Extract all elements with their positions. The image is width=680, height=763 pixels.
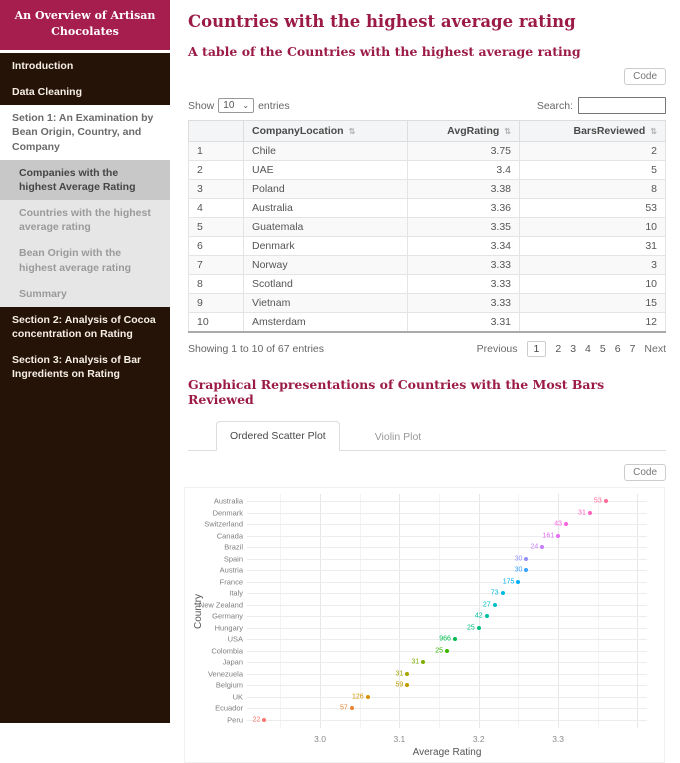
y-axis-title: Country bbox=[193, 593, 204, 629]
gridline bbox=[247, 616, 647, 617]
y-tick-label: Peru bbox=[227, 715, 243, 725]
data-point bbox=[564, 522, 568, 526]
table-row bbox=[189, 161, 666, 180]
countries-table bbox=[188, 120, 666, 333]
page-number-4[interactable]: 4 bbox=[585, 343, 591, 355]
data-point bbox=[445, 649, 449, 653]
table-row bbox=[189, 142, 666, 161]
search-control bbox=[537, 97, 666, 114]
entries-label: entries bbox=[258, 99, 290, 112]
table-cell: 3.34 bbox=[408, 237, 520, 256]
table-cell: 3.33 bbox=[408, 275, 520, 294]
main-content bbox=[170, 0, 680, 758]
page-number-7[interactable]: 7 bbox=[629, 343, 636, 355]
table-cell: 3.33 bbox=[408, 256, 520, 275]
code-button-table[interactable]: Code bbox=[624, 68, 666, 85]
table-cell: 3.33 bbox=[408, 294, 520, 313]
tab-bar bbox=[188, 421, 666, 451]
sidebar-item[interactable]: Companies with the highest Average Rating bbox=[0, 160, 170, 200]
data-point-label: 31 bbox=[578, 509, 586, 517]
table-row bbox=[189, 313, 666, 333]
data-point-label: 27 bbox=[482, 601, 491, 609]
table-cell: 3 bbox=[520, 256, 666, 275]
y-tick-label: Ecuador bbox=[215, 703, 243, 713]
sidebar-item[interactable]: Countries with the highest average rating bbox=[0, 200, 170, 240]
y-tick-label: Switzerland bbox=[204, 519, 243, 529]
table-footer bbox=[188, 341, 666, 357]
table-cell: Norway bbox=[244, 256, 408, 275]
data-point bbox=[262, 718, 266, 722]
sidebar-item[interactable]: Bean Origin with the highest average rating bbox=[0, 240, 170, 280]
tab-violin-plot[interactable]: Violin Plot bbox=[374, 431, 422, 443]
data-point bbox=[604, 499, 608, 503]
table-cell: Guatemala bbox=[244, 218, 408, 237]
x-tick-label: 3.2 bbox=[472, 734, 485, 744]
table-cell: 5 bbox=[520, 161, 666, 180]
data-point bbox=[524, 557, 528, 561]
gridline bbox=[247, 708, 647, 709]
search-label: Search: bbox=[536, 99, 573, 112]
gridline bbox=[247, 593, 647, 594]
table-row bbox=[189, 237, 666, 256]
table-row bbox=[189, 294, 666, 313]
table-cell: Vietnam bbox=[244, 294, 408, 313]
x-tick-label: 3.1 bbox=[393, 734, 406, 744]
page-number-3[interactable]: 3 bbox=[570, 343, 577, 355]
data-point bbox=[556, 534, 560, 538]
sort-icon: ⇅ bbox=[650, 126, 657, 136]
sort-icon: ⇅ bbox=[504, 126, 511, 136]
gridline bbox=[247, 628, 647, 629]
y-tick-label: USA bbox=[227, 634, 243, 644]
chart-section-title: Graphical Representations of Countries with the Most Bars Reviewed bbox=[188, 377, 605, 407]
sidebar-item[interactable]: Section 2: Analysis of Cocoa concentration on Rating bbox=[12, 313, 156, 341]
tab-ordered-scatter-plot[interactable]: Ordered Scatter Plot bbox=[216, 421, 340, 451]
page-length-control bbox=[188, 98, 290, 113]
table-cell: 3.38 bbox=[408, 180, 520, 199]
gridline bbox=[247, 547, 647, 548]
gridline bbox=[247, 570, 647, 571]
column-header[interactable] bbox=[189, 121, 244, 142]
data-point bbox=[501, 591, 505, 595]
sidebar-title: An Overview of Artisan Chocolates bbox=[0, 0, 170, 53]
sidebar-item[interactable]: Data Cleaning bbox=[12, 86, 83, 99]
show-label: Show bbox=[188, 99, 215, 112]
page-length-select[interactable] bbox=[218, 98, 254, 113]
data-point-label: 31 bbox=[411, 658, 420, 666]
data-point-label: 30 bbox=[514, 566, 523, 574]
table-cell: UAE bbox=[244, 161, 408, 180]
column-header[interactable] bbox=[244, 121, 408, 142]
gridline bbox=[247, 501, 647, 502]
page-number-5[interactable]: 5 bbox=[599, 343, 606, 355]
search-input[interactable] bbox=[578, 97, 666, 114]
data-point bbox=[477, 626, 481, 630]
data-point bbox=[540, 545, 544, 549]
pagination bbox=[477, 341, 666, 357]
page-number-6[interactable]: 6 bbox=[614, 343, 621, 355]
table-cell: 2 bbox=[189, 161, 244, 180]
x-tick-label: 3.3 bbox=[552, 734, 565, 744]
table-cell: 10 bbox=[520, 275, 666, 294]
table-cell: 12 bbox=[520, 313, 666, 333]
data-point bbox=[588, 511, 592, 515]
table-cell: 31 bbox=[520, 237, 666, 256]
chevron-down-icon: ⌄ bbox=[242, 101, 250, 110]
ordered-scatter-plot bbox=[184, 487, 665, 763]
table-cell: 9 bbox=[189, 294, 244, 313]
page-number-1[interactable]: 1 bbox=[527, 341, 547, 357]
data-point-label: 59 bbox=[395, 681, 404, 689]
y-tick-label: Germany bbox=[212, 611, 243, 621]
table-section-title: A table of the Countries with the highest average rating bbox=[188, 44, 581, 59]
y-tick-label: Spain bbox=[223, 554, 243, 564]
table-cell: 8 bbox=[520, 180, 666, 199]
gridline bbox=[637, 494, 638, 728]
data-point-label: 73 bbox=[490, 589, 499, 597]
table-row bbox=[189, 218, 666, 237]
previous-page-button[interactable]: Previous bbox=[476, 343, 518, 355]
table-cell: 3.31 bbox=[408, 313, 520, 333]
table-cell: 10 bbox=[520, 218, 666, 237]
data-point-label: 30 bbox=[514, 555, 523, 563]
table-cell: 6 bbox=[189, 237, 244, 256]
code-button-chart[interactable]: Code bbox=[624, 464, 666, 481]
y-tick-label: Australia bbox=[213, 496, 243, 506]
table-cell: 53 bbox=[520, 199, 666, 218]
y-tick-label: Canada bbox=[216, 531, 243, 541]
next-page-button[interactable]: Next bbox=[644, 343, 666, 355]
data-point-label: 126 bbox=[351, 693, 364, 701]
gridline bbox=[247, 674, 647, 675]
table-cell: Denmark bbox=[244, 237, 408, 256]
data-point bbox=[421, 660, 425, 664]
data-point-label: 53 bbox=[593, 497, 602, 505]
y-tick-label: Austria bbox=[219, 565, 243, 575]
data-point bbox=[493, 603, 497, 607]
data-point-label: 31 bbox=[395, 670, 404, 678]
data-point-label: 24 bbox=[530, 543, 539, 551]
data-point bbox=[366, 695, 370, 699]
gridline bbox=[247, 582, 647, 583]
data-point-label: 161 bbox=[542, 532, 555, 540]
y-tick-label: Belgium bbox=[215, 680, 243, 690]
data-point bbox=[524, 568, 528, 572]
y-tick-label: New Zealand bbox=[198, 600, 243, 610]
table-row bbox=[189, 256, 666, 275]
gridline bbox=[247, 536, 647, 537]
gridline bbox=[247, 662, 647, 663]
x-axis-title: Average Rating bbox=[412, 747, 482, 758]
table-cell: Amsterdam bbox=[244, 313, 408, 333]
data-point-label: 57 bbox=[339, 704, 348, 712]
table-cell: 8 bbox=[189, 275, 244, 294]
sidebar bbox=[0, 0, 170, 723]
data-point-label: 175 bbox=[502, 578, 515, 586]
gridline bbox=[247, 720, 647, 721]
column-label: BarsReviewed bbox=[573, 125, 646, 137]
gridline bbox=[399, 494, 400, 728]
data-point bbox=[350, 706, 354, 710]
y-tick-label: Japan bbox=[222, 657, 243, 667]
data-point bbox=[405, 683, 409, 687]
data-point bbox=[485, 614, 489, 618]
gridline bbox=[320, 494, 321, 728]
table-cell: 2 bbox=[520, 142, 666, 161]
column-header[interactable] bbox=[408, 121, 520, 142]
data-point bbox=[516, 580, 520, 584]
table-cell: 3.75 bbox=[408, 142, 520, 161]
y-tick-label: Italy bbox=[229, 588, 243, 598]
table-cell: 15 bbox=[520, 294, 666, 313]
gridline bbox=[598, 494, 599, 728]
sort-icon: ⇅ bbox=[348, 126, 356, 136]
table-cell: 3.36 bbox=[408, 199, 520, 218]
data-point-label: 25 bbox=[466, 624, 475, 632]
table-cell: 1 bbox=[189, 142, 244, 161]
page-title: Countries with the highest average rating bbox=[188, 12, 576, 31]
data-point-label: 22 bbox=[252, 716, 261, 724]
column-label: CompanyLocation bbox=[252, 125, 344, 137]
table-info: Showing 1 to 10 of 67 entries bbox=[188, 343, 325, 355]
table-cell: 10 bbox=[189, 313, 244, 333]
data-point-label: 43 bbox=[554, 520, 563, 528]
gridline bbox=[479, 494, 480, 728]
y-tick-label: UK bbox=[232, 692, 243, 702]
gridline bbox=[280, 494, 281, 728]
gridline bbox=[439, 494, 440, 728]
page-number-2[interactable]: 2 bbox=[555, 343, 562, 355]
table-row bbox=[189, 180, 666, 199]
y-tick-label: France bbox=[219, 577, 243, 587]
sidebar-item[interactable]: Setion 1: An Examination by Bean Origin, Country, and Company bbox=[0, 105, 170, 160]
table-cell: 3.4 bbox=[408, 161, 520, 180]
table-cell: 3.35 bbox=[408, 218, 520, 237]
sidebar-item[interactable]: Introduction bbox=[12, 59, 74, 72]
sidebar-item[interactable]: Section 3: Analysis of Bar Ingredients on Rating bbox=[12, 354, 142, 381]
data-point bbox=[405, 672, 409, 676]
table-row bbox=[189, 199, 666, 218]
table-row bbox=[189, 275, 666, 294]
column-header[interactable] bbox=[520, 121, 666, 142]
gridline bbox=[247, 559, 647, 560]
gridline bbox=[247, 697, 647, 698]
column-label: AvgRating bbox=[447, 125, 500, 137]
gridline bbox=[247, 685, 647, 686]
table-cell: 4 bbox=[189, 199, 244, 218]
data-point-label: 42 bbox=[474, 612, 483, 620]
table-cell: Chile bbox=[244, 142, 408, 161]
page-length-value: 10 bbox=[223, 100, 235, 111]
table-cell: Australia bbox=[244, 199, 408, 218]
y-tick-label: Denmark bbox=[212, 508, 243, 518]
gridline bbox=[558, 494, 559, 728]
gridline bbox=[247, 605, 647, 606]
table-cell: Scotland bbox=[244, 275, 408, 294]
table-header bbox=[189, 121, 666, 142]
datatable-controls bbox=[188, 97, 666, 114]
y-tick-label: Brazil bbox=[224, 542, 243, 552]
table-cell: 3 bbox=[189, 180, 244, 199]
y-tick-label: Colombia bbox=[211, 646, 243, 656]
data-point-label: 25 bbox=[435, 647, 443, 655]
y-tick-label: Hungary bbox=[214, 623, 243, 633]
data-point-label: 966 bbox=[439, 635, 451, 643]
gridline bbox=[518, 494, 519, 728]
data-point bbox=[453, 637, 457, 641]
sidebar-item[interactable]: Summary bbox=[0, 281, 170, 307]
y-tick-label: Venezuela bbox=[207, 669, 243, 679]
table-cell: 7 bbox=[189, 256, 244, 275]
table-cell: Poland bbox=[244, 180, 408, 199]
x-tick-label: 3.0 bbox=[314, 734, 326, 744]
gridline bbox=[247, 524, 647, 525]
sidebar-nav bbox=[0, 53, 170, 388]
table-cell: 5 bbox=[189, 218, 244, 237]
